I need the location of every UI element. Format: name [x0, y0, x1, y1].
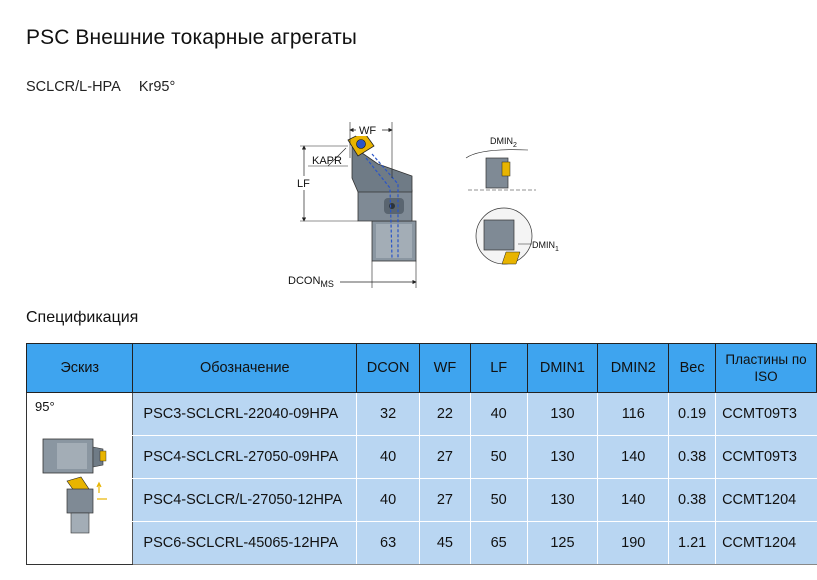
cell-code: PSC4-SCLCRL-27050-09HPA	[133, 436, 357, 479]
sketch-cell	[27, 393, 133, 565]
cell-wf: 27	[420, 436, 471, 479]
cell-lf: 40	[470, 393, 527, 436]
cell-code: PSC4-SCLCR/L-27050-12HPA	[133, 479, 357, 522]
cell-dmin1: 130	[527, 479, 598, 522]
dmin2-label: $DMIN_2$	[490, 136, 517, 149]
table-header-row	[27, 344, 817, 393]
col-dcon: DCON	[357, 344, 420, 393]
cell-dmin2: 140	[598, 479, 669, 522]
col-weight: Вес	[669, 344, 716, 393]
cell-insert: CCMT09T3	[716, 436, 817, 479]
col-dmin1: DMIN1	[527, 344, 598, 393]
cell-weight: 0.38	[669, 436, 716, 479]
table-row	[27, 479, 817, 522]
spec-table	[26, 343, 817, 565]
col-wf: WF	[420, 344, 471, 393]
wf-label: WF	[359, 125, 377, 137]
cell-weight: 0.38	[669, 479, 716, 522]
dmin1-label: $DMIN_1$	[532, 240, 559, 253]
cell-lf: 65	[470, 522, 527, 565]
cell-insert: CCMT1204	[716, 522, 817, 565]
cell-dcon: 32	[357, 393, 420, 436]
table-row	[27, 436, 817, 479]
col-lf: LF	[470, 344, 527, 393]
designation-text: SCLCR/L-HPA	[26, 79, 121, 95]
kapr-label: KAPR	[312, 155, 342, 167]
col-code: Обозначение	[133, 344, 357, 393]
cell-dmin1: 125	[527, 522, 598, 565]
table-row	[27, 393, 817, 436]
cell-code: PSC3-SCLCRL-22040-09HPA	[133, 393, 357, 436]
cell-dmin2: 140	[598, 436, 669, 479]
sketch-image	[37, 433, 117, 553]
cell-wf: 22	[420, 393, 471, 436]
cell-insert: CCMT09T3	[716, 393, 817, 436]
cell-weight: 1.21	[669, 522, 716, 565]
cell-insert: CCMT1204	[716, 479, 817, 522]
col-dmin2: DMIN2	[598, 344, 669, 393]
cell-lf: 50	[470, 479, 527, 522]
sketch-angle: 95°	[35, 399, 55, 414]
cell-wf: 27	[420, 479, 471, 522]
dcon-label: $DCON_{MS}$	[288, 275, 334, 289]
section-title: Спецификация	[26, 309, 139, 326]
cell-dcon: 63	[357, 522, 420, 565]
tool-end-views	[466, 136, 559, 264]
cell-dmin1: 130	[527, 393, 598, 436]
cell-dcon: 40	[357, 436, 420, 479]
approach-angle-text: Kr95°	[138, 79, 176, 95]
col-sketch: Эскиз	[27, 344, 133, 393]
cell-lf: 50	[470, 436, 527, 479]
col-inserts: Пластины по ISO	[716, 344, 817, 393]
page-title: PSC Внешние токарные агрегаты	[26, 26, 357, 49]
table-row	[27, 522, 817, 565]
technical-drawing	[280, 118, 560, 298]
cell-code: PSC6-SCLCRL-45065-12HPA	[133, 522, 357, 565]
subtitle	[26, 79, 175, 95]
cell-wf: 45	[420, 522, 471, 565]
cell-dmin1: 130	[527, 436, 598, 479]
cell-dmin2: 190	[598, 522, 669, 565]
cell-dmin2: 116	[598, 393, 669, 436]
lf-label: LF	[297, 178, 310, 190]
cell-weight: 0.19	[669, 393, 716, 436]
tool-side-view	[288, 122, 416, 289]
cell-dcon: 40	[357, 479, 420, 522]
